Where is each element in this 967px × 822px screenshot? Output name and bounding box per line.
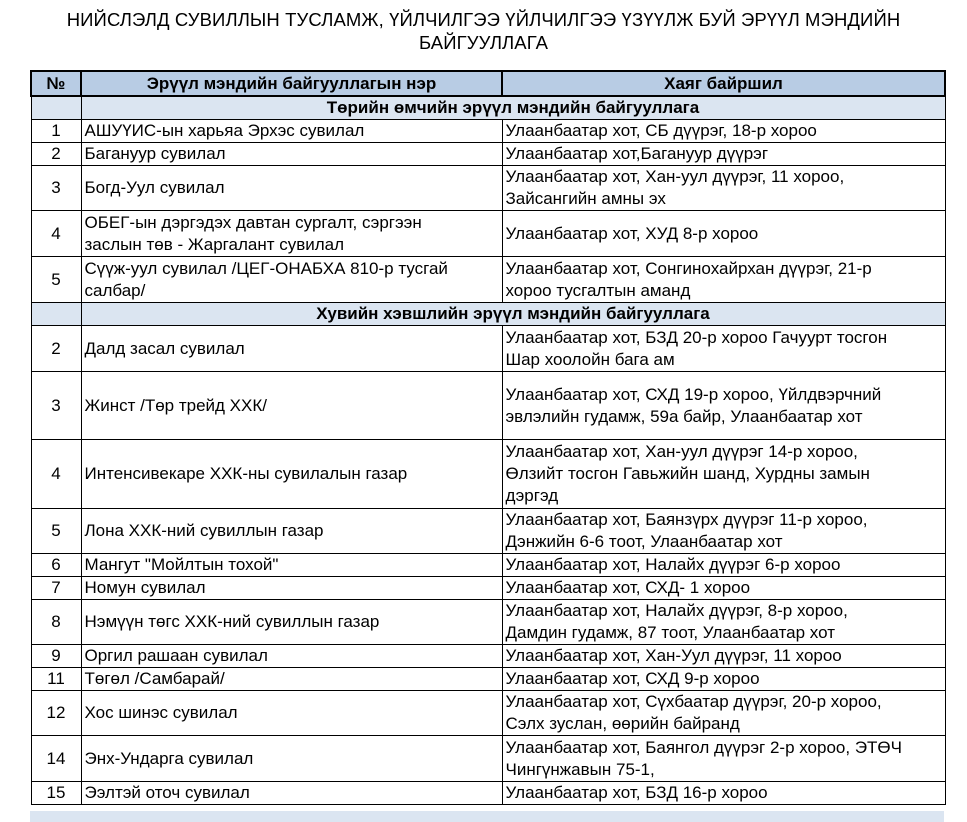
row-number: 2 <box>31 326 81 372</box>
organization-address: Улаанбаатар хот, СХД 19-р хороо, Үйлдвэрчний эвлэлийн гудамж, 59а байр, Улаанбаатар хот <box>502 372 945 440</box>
table-row <box>31 600 945 645</box>
row-number: 3 <box>31 372 81 440</box>
table-row <box>31 440 945 509</box>
organization-name: Номун сувилал <box>81 577 502 600</box>
organization-address: Улаанбаатар хот, Хан-Уул дүүрэг, 11 хороо <box>502 645 945 668</box>
row-number: 11 <box>31 668 81 691</box>
row-number: 9 <box>31 645 81 668</box>
table-row <box>31 211 945 257</box>
table-row <box>31 326 945 372</box>
organization-address: Улаанбаатар хот, Баянзүрх дүүрэг 11-р хороо, Дэнжийн 6-6 тоот, Улаанбаатар хот <box>502 509 945 554</box>
row-number: 3 <box>31 166 81 211</box>
organization-name: Богд-Уул сувилал <box>81 166 502 211</box>
organization-address: Улаанбаатар хот, Сүхбаатар дүүрэг, 20-р хороо, Сэлх зуслан, өөрийн байранд <box>502 691 945 736</box>
organization-name: АШУҮИС-ын харьяа Эрхэс сувилал <box>81 120 502 143</box>
organizations-table <box>30 70 946 805</box>
organization-name: Оргил рашаан сувилал <box>81 645 502 668</box>
table-row <box>31 668 945 691</box>
row-number: 7 <box>31 577 81 600</box>
row-number: 2 <box>31 143 81 166</box>
table-row <box>31 691 945 736</box>
organization-address: Улаанбаатар хот, ХУД 8-р хороо <box>502 211 945 257</box>
organization-address: Улаанбаатар хот, СБ дүүрэг, 18-р хороо <box>502 120 945 143</box>
organization-address: Улаанбаатар хот, СХД- 1 хороо <box>502 577 945 600</box>
title-line-2: БАЙГУУЛЛАГА <box>418 32 549 53</box>
section-title: Төрийн өмчийн эрүүл мэндийн байгууллага <box>81 96 945 120</box>
row-number: 6 <box>31 554 81 577</box>
organization-address: Улаанбаатар хот, БЗД 20-р хороо Гачуурт тосгон Шар хоолойн бага ам <box>502 326 945 372</box>
organization-name: ОБЕГ-ын дэргэдэх давтан сургалт, сэргээн заслын төв - Жаргалант сувилал <box>81 211 502 257</box>
organization-name: Энх-Ундарга сувилал <box>81 736 502 782</box>
organization-name: Интенсивекаре ХХК-ны сувилалын газар <box>81 440 502 509</box>
organization-name: Далд засал сувилал <box>81 326 502 372</box>
table-row <box>31 554 945 577</box>
table-header-row <box>31 71 945 96</box>
organization-name: Жинст /Төр трейд ХХК/ <box>81 372 502 440</box>
table-row <box>31 120 945 143</box>
organization-address: Улаанбаатар хот, Хан-уул дүүрэг 14-р хороо, Өлзийт тосгон Гавьжийн шанд, Хурдны замын дэргэд <box>502 440 945 509</box>
table-row <box>31 372 945 440</box>
table-row <box>31 509 945 554</box>
organization-address: Улаанбаатар хот, Сонгинохайрхан дүүрэг, 21-р хороо тусгалтын аманд <box>502 257 945 303</box>
row-number: 14 <box>31 736 81 782</box>
section-title: Хувийн хэвшлийн эрүүл мэндийн байгууллага <box>81 303 945 326</box>
organization-name: Төгөл /Самбарай/ <box>81 668 502 691</box>
header-address: Хаяг байршил <box>502 71 945 96</box>
table-row <box>31 645 945 668</box>
row-number: 15 <box>31 782 81 805</box>
section-row-public <box>31 96 945 120</box>
table-row <box>31 257 945 303</box>
organization-name: Нэмүүн төгс ХХК-ний сувиллын газар <box>81 600 502 645</box>
table-row <box>31 577 945 600</box>
row-number: 4 <box>31 440 81 509</box>
row-number: 5 <box>31 509 81 554</box>
organization-address: Улаанбаатар хот, Баянгол дүүрэг 2-р хороо, ЭТӨЧ Чингүнжавын 75-1, <box>502 736 945 782</box>
title-line-1: НИЙСЛЭЛД СУВИЛЛЫН ТУСЛАМЖ, ҮЙЛЧИЛГЭЭ ҮЙЛЧИЛГЭЭ ҮЗҮҮЛЖ БУЙ ЭРҮҮЛ МЭНДИЙН <box>66 9 901 30</box>
table-row <box>31 143 945 166</box>
section-row-private <box>31 303 945 326</box>
row-number: 8 <box>31 600 81 645</box>
organization-name: Мангут "Мойлтын тохой" <box>81 554 502 577</box>
organization-address: Улаанбаатар хот, Налайх дүүрэг 6-р хороо <box>502 554 945 577</box>
row-number: 5 <box>31 257 81 303</box>
document-title <box>0 8 967 54</box>
header-name: Эрүүл мэндийн байгууллагын нэр <box>81 71 502 96</box>
row-number: 12 <box>31 691 81 736</box>
organization-address: Улаанбаатар хот, СХД 9-р хороо <box>502 668 945 691</box>
organization-address: Улаанбаатар хот, БЗД 16-р хороо <box>502 782 945 805</box>
organization-name: Сүүж-уул сувилал /ЦЕГ-ОНАБХА 810-р тусгай салбар/ <box>81 257 502 303</box>
organization-name: Хос шинэс сувилал <box>81 691 502 736</box>
organization-name: Багануур сувилал <box>81 143 502 166</box>
section-num-cell <box>31 303 81 326</box>
table-row <box>31 166 945 211</box>
organization-name: Ээлтэй оточ сувилал <box>81 782 502 805</box>
header-num: № <box>31 71 81 96</box>
section-num-cell <box>31 96 81 120</box>
organization-address: Улаанбаатар хот,Багануур дүүрэг <box>502 143 945 166</box>
row-number: 1 <box>31 120 81 143</box>
row-number: 4 <box>31 211 81 257</box>
organization-address: Улаанбаатар хот, Хан-уул дүүрэг, 11 хороо, Зайсангийн амны эх <box>502 166 945 211</box>
table-row <box>31 782 945 805</box>
organization-address: Улаанбаатар хот, Налайх дүүрэг, 8-р хороо, Дамдин гудамж, 87 тоот, Улаанбаатар хот <box>502 600 945 645</box>
organization-name: Лона ХХК-ний сувиллын газар <box>81 509 502 554</box>
bottom-band <box>30 811 944 822</box>
table-row <box>31 736 945 782</box>
